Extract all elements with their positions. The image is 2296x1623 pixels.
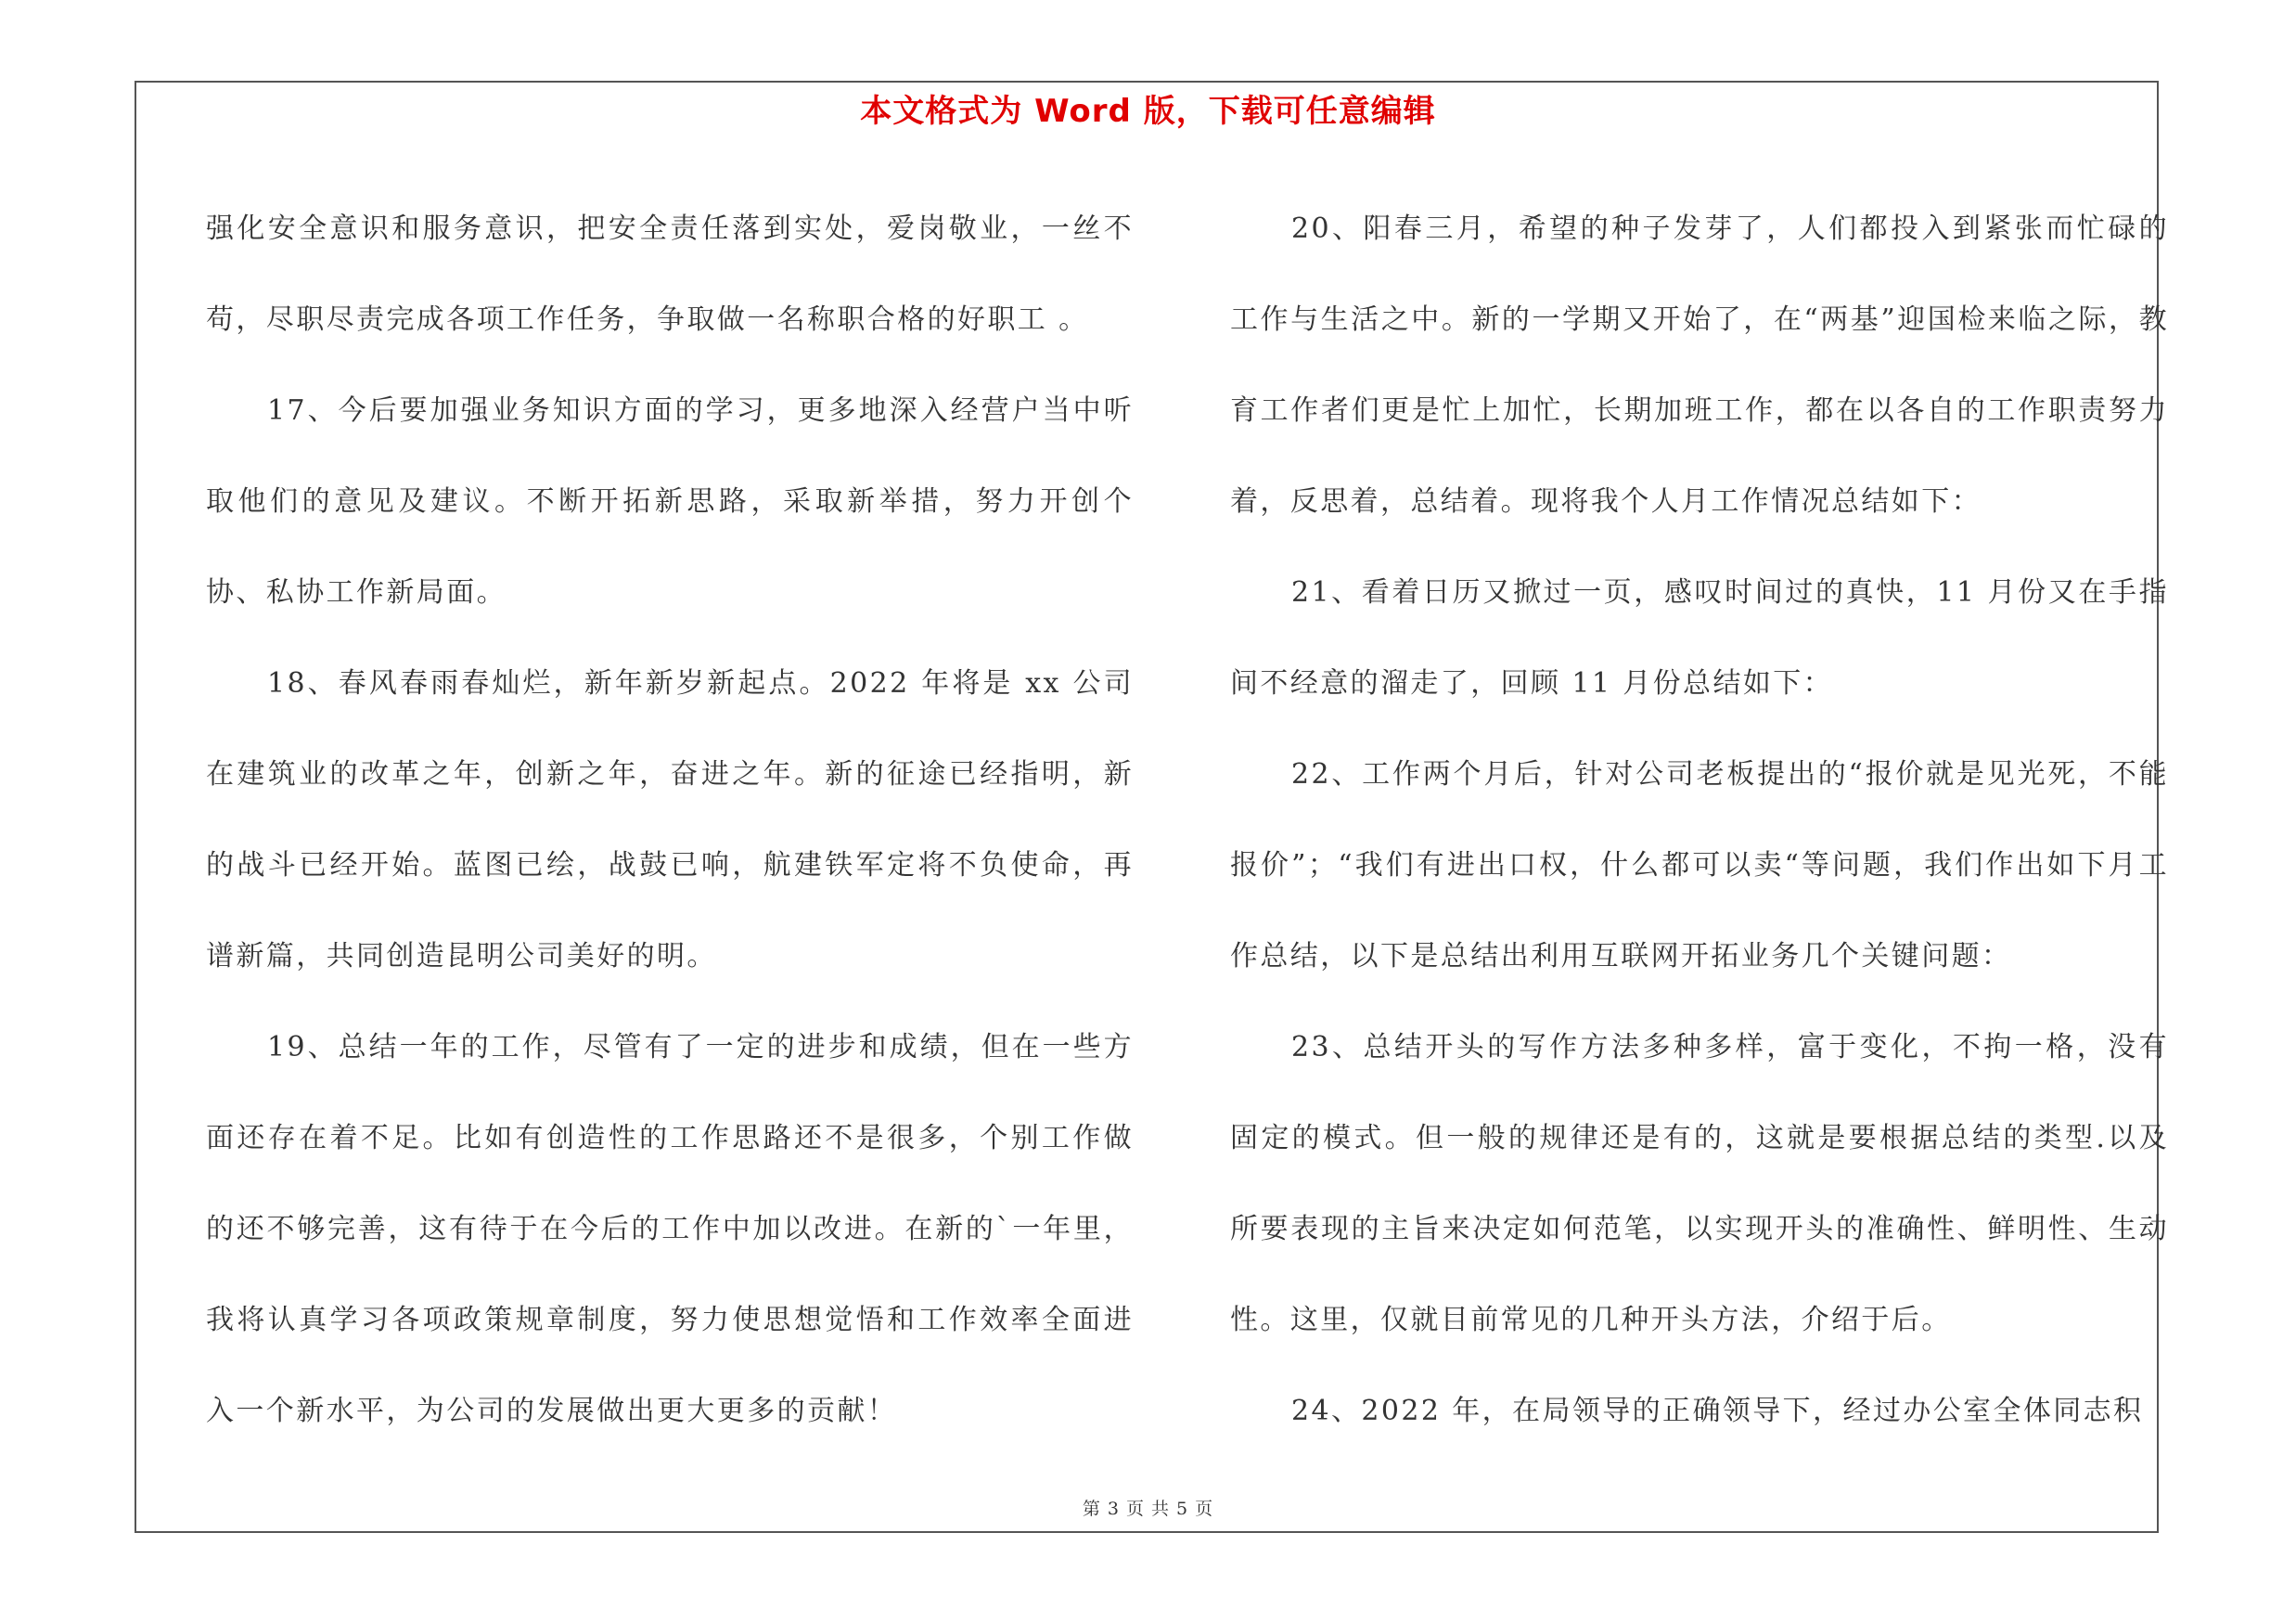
paragraph-20: 20、阳春三月，希望的种子发芽了，人们都投入到紧张而忙碌的工作与生活之中。新的一学期又开始了，在“两基”迎国检来临之际，教育工作者们更是忙上加忙，长期加班工作，都在以各自的工作职责努力着，反思着，总结着。现将我个人月工作情况总结如下： bbox=[1230, 213, 2169, 518]
paragraph-19: 19、总结一年的工作，尽管有了一定的进步和成绩，但在一些方面还存在着不足。比如有创造性的工作思路还不是很多，个别工作做的还不够完善，这有待于在今后的工作中加以改进。在新的`一年里，我将认真学习各项政策规章制度，努力使思想觉悟和工作效率全面进入一个新水平，为公司的发展做出更大更多的贡献！ bbox=[206, 1031, 1134, 1427]
paragraph-22: 22、工作两个月后，针对公司老板提出的“报价就是见光死，不能报价”；“我们有进出口权，什么都可以卖“等问题，我们作出如下月工作总结，以下是总结出利用互联网开拓业务几个关键问题： bbox=[1230, 758, 2169, 973]
paragraph-23: 23、总结开头的写作方法多种多样，富于变化，不拘一格，没有固定的模式。但一般的规律还是有的，这就是要根据总结的类型.以及所要表现的主旨来决定如何范笔，以实现开头的准确性、鲜明性、生动性。这里，仅就目前常见的几种开头方法，介绍于后。 bbox=[1230, 1031, 2169, 1336]
paragraph-24: 24、2022 年，在局领导的正确领导下，经过办公室全体同志积 bbox=[1291, 1395, 2144, 1427]
paragraph-18: 18、春风春雨春灿烂，新年新岁新起点。2022 年将是 xx 公司在建筑业的改革之年，创新之年，奋进之年。新的征途已经指明，新的战斗已经开始。蓝图已绘，战鼓已响，航建铁军定将不负使命，再谱新篇，共同创造昆明公司美好的明。 bbox=[206, 667, 1134, 973]
left-column bbox=[206, 184, 1134, 1457]
paragraph-17: 17、今后要加强业务知识方面的学习，更多地深入经营户当中听取他们的意见及建议。不断开拓新思路，采取新举措，努力开创个协、私协工作新局面。 bbox=[206, 394, 1134, 609]
page-number: 第 3 页 共 5 页 bbox=[1082, 1499, 1214, 1519]
paragraph-continued: 强化安全意识和服务意识，把安全责任落到实处，爱岗敬业，一丝不苟，尽职尽责完成各项工作任务，争取做一名称职合格的好职工 。 bbox=[206, 213, 1134, 336]
format-banner: 本文格式为 Word 版，下载可任意编辑 bbox=[860, 93, 1436, 130]
paragraph-21: 21、看着日历又掀过一页，感叹时间过的真快，11 月份又在手指间不经意的溜走了，回顾 11 月份总结如下： bbox=[1230, 576, 2169, 700]
right-column bbox=[1230, 184, 2169, 1457]
